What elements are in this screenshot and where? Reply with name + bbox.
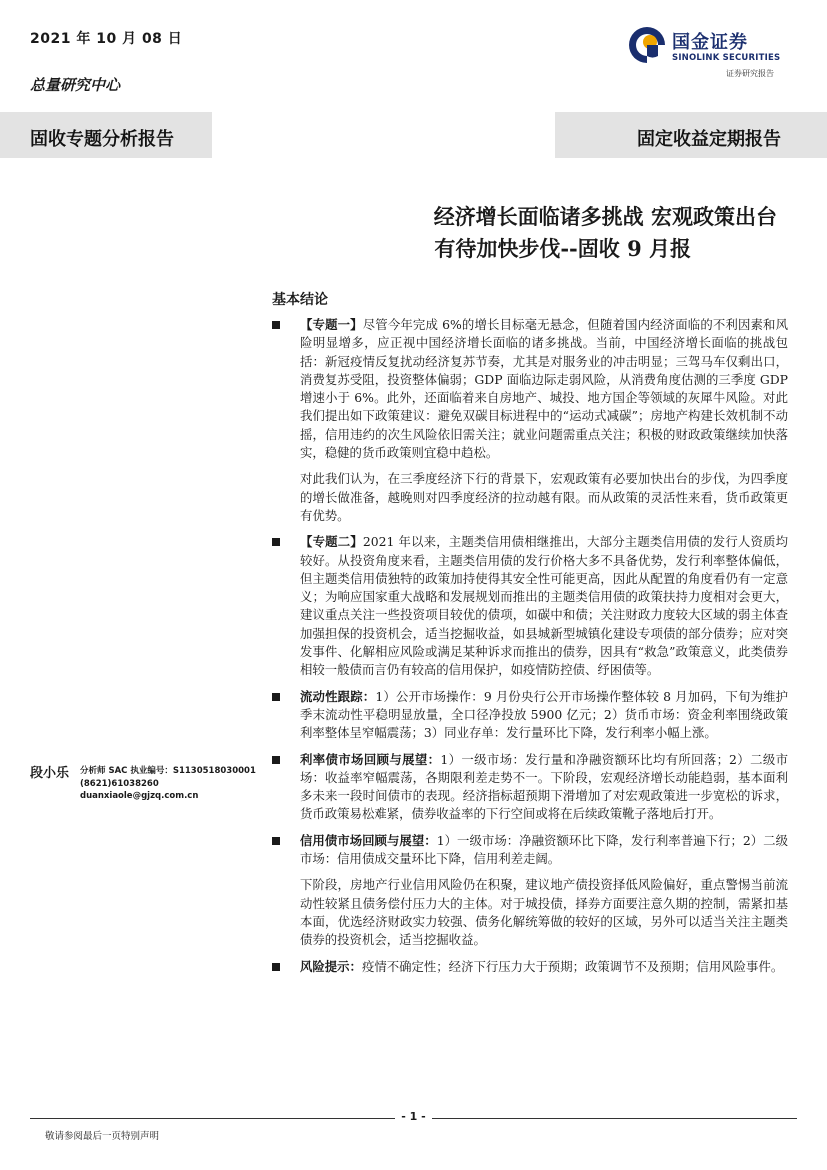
item-lead: 信用债市场回顾与展望：	[300, 832, 437, 848]
list-item	[268, 688, 788, 743]
bullet-icon	[272, 693, 280, 701]
item-lead: 利率债市场回顾与展望：	[300, 751, 441, 767]
report-type-bar-right	[555, 112, 827, 158]
author-email[interactable]: duanxiaole@gjzq.com.cn	[80, 791, 199, 801]
author-phone: (8621)61038260	[80, 778, 159, 789]
item-text: 1）公开市场操作：9 月份央行公开市场操作整体较 8 月加码，下旬为维护季末流动性平稳明显放量，全口径净投放 5900 亿元；2）货币市场：资金利率围绕政策利率整体呈窄幅震荡；3）同业存单：发行量环比下降，发行利率小幅上涨。	[300, 688, 789, 741]
report-title-line1: 经济增长面临诸多挑战 宏观政策出台	[433, 204, 777, 229]
list-item	[268, 316, 788, 462]
item-lead: 流动性跟踪：	[300, 688, 376, 704]
paragraph	[268, 876, 788, 949]
logo-english-name: SINOLINK SECURITIES	[672, 53, 781, 63]
bullet-icon	[272, 837, 280, 845]
item-lead: 【专题二】	[300, 534, 363, 550]
author-role: 分析师 SAC 执业编号：S1130518030001	[80, 766, 256, 776]
list-item	[268, 533, 788, 679]
section-heading: 基本结论	[272, 292, 328, 308]
list-item	[268, 958, 788, 976]
author-name: 段小乐	[30, 766, 70, 781]
company-logo	[628, 22, 798, 82]
bullet-icon	[272, 963, 280, 971]
page-number-wrap	[0, 1110, 827, 1123]
report-title-line2: 有待加快步伐--固收 9 月报	[434, 236, 691, 261]
item-text: 下阶段，房地产行业信用风险仍在积聚，建议地产债投资择低风险偏好，重点警惕当前流动性较紧且债务偿付压力大的主体。对于城投债，择券方面要注意久期的控制，需紧扣基本面，优选经济财政实力较强、债务化解统筹做的较好的区域，另外可以适当关注主题类债券的投资机会，适当挖掘收益。	[300, 877, 788, 948]
bullet-icon	[272, 756, 280, 764]
logo-icon	[628, 26, 666, 64]
page-number: - 1 -	[395, 1110, 431, 1123]
list-item	[268, 832, 788, 869]
author-info	[80, 765, 256, 803]
report-type-left: 固收专题分析报告	[30, 129, 174, 150]
item-text: 对此我们认为，在三季度经济下行的背景下，宏观政策有必要加快出台的步伐，为四季度的增长做准备，越晚则对四季度经济的拉动越有限。而从政策的灵活性来看，货币政策更有优势。	[300, 471, 788, 523]
conclusions-body	[268, 316, 788, 984]
report-type-right: 固定收益定期报告	[637, 129, 781, 150]
item-text: 2021 年以来，主题类信用债相继推出，大部分主题类信用债的发行人资质均较好。从投资角度来看，主题类信用债的发行价格大多不具备优势，发行利率整体偏低，但主题类信用债独特的政策加持使得其安全性可能更高，因此从配置的角度看仍有一定意义；为响应国家重大战略和发展规划而推出的主题类信用债的政策扶持力度相对会更大，建议重点关注一些投资项目较优的债项，如碳中和债；关注财政力度较大区域的弱主体查加强担保的投资机会，适当挖掘收益，如县城新型城镇化建设专项债的部分债券；应对突发事件、化解相应风险或满足某种诉求而推出的债券，因具有“救急”政策意义，此类债券相较一般债而言仍有较高的信用保护，如疫情防控债、纾困债等。	[300, 534, 788, 678]
logo-subtitle: 证券研究报告	[726, 69, 774, 78]
item-lead: 【专题一】	[300, 317, 363, 332]
logo-chinese-name: 国金证券	[672, 32, 748, 53]
item-text: 疫情不确定性；经济下行压力大于预期；政策调节不及预期；信用风险事件。	[361, 958, 784, 974]
item-text: 1）一级市场：净融资额环比下降，发行利率普遍下行；2）二级市场：信用债成交量环比下降，信用利差走阔。	[300, 832, 788, 867]
footer-disclaimer: 敬请参阅最后一页特别声明	[45, 1131, 160, 1142]
list-item	[268, 751, 788, 824]
item-text: 尽管今年完成 6%的增长目标毫无悬念，但随着国内经济面临的不利因素和风险明显增多，应正视中国经济增长面临的诸多挑战。当前，中国经济增长面临的挑战包括：新冠疫情反复扰动经济复苏节奏，尤其是对服务业的冲击明显；三驾马车仅剩出口，消费复苏受阻，投资整体偏弱；GDP 面临边际走弱风险，从消费角度估测的三季度 GDP 增速小于 6%。此外，还面临着来自房地产、城投、地方国企等领域的灰犀牛风险。对此我们提出如下政策建议：避免双碳目标进程中的“运动式减碳”；房地产构建长效机制不动摇，信用违约的次生风险依旧需关注；就业问题需重点关注；积极的财政政策继续加快落实，稳健的货币政策则宜稳中趋松。	[300, 317, 788, 461]
report-type-bar-left	[0, 112, 212, 158]
report-date: 2021 年 10 月 08 日	[30, 31, 183, 47]
bullet-icon	[272, 321, 280, 329]
item-text: 1）一级市场：发行量和净融资额环比均有所回落；2）二级市场：收益率窄幅震荡，各期限利差走势不一。下阶段，宏观经济增长动能趋弱，基本面利多未来一段时间债市的表现。经济指标超预期下滑增加了对宏观政策进一步宽松的诉求，货币政策易松难紧，债券收益率的下行空间或将在后续政策靴子落地后打开。	[300, 751, 788, 822]
item-lead: 风险提示：	[300, 958, 362, 974]
paragraph	[268, 470, 788, 525]
bullet-icon	[272, 538, 280, 546]
research-center: 总量研究中心	[30, 76, 121, 94]
